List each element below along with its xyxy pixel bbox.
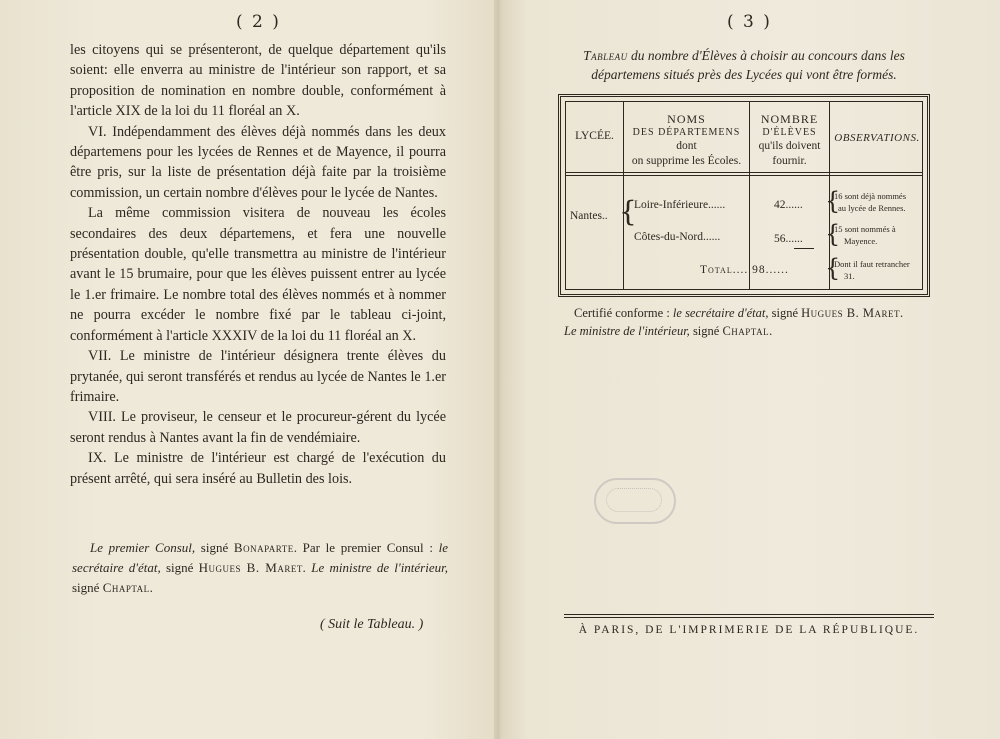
certif-signe-2: signé: [692, 324, 720, 338]
paragraph-4: VII. Le ministre de l'intérieur désignera trente élèves du prytanée, qui seront transférés et rendus au lycée de Nantes le 1.er frimaire.: [70, 348, 446, 405]
par-le-consul: . Par le premier Consul :: [293, 540, 433, 555]
obs-loire-2: au lycée de Rennes.: [838, 203, 906, 213]
header-divider: [566, 172, 922, 173]
signoff-end: .: [149, 580, 153, 595]
obs-cotes-1: 15 sont nommés à: [834, 224, 896, 234]
header-departemens: DES DÉPARTEMENS: [632, 127, 741, 138]
signature-maret: Hugues B. Maret: [198, 560, 303, 575]
obs-cotes-2: Mayence.: [844, 236, 878, 246]
brace-left: {: [619, 195, 637, 228]
brace-obs-1: {: [825, 187, 841, 215]
page-number-left: ( 2 ): [236, 12, 281, 32]
header-eleves: D'ÉLÈVES: [762, 127, 817, 138]
table-title-rest: du nombre d'Élèves à choisir au concours dans les départemens situés près des Lycées qui vont être formés.: [591, 48, 905, 82]
signe-2: signé: [165, 560, 194, 575]
certif-secretaire: le secrétaire d'état,: [672, 306, 769, 320]
sum-rule: [794, 248, 814, 249]
certif-line-1: [564, 304, 936, 322]
dept-loire-inferieure: Loire-Inférieure......: [634, 199, 726, 211]
paragraph-2: VI. Indépendamment des élèves déjà nommés dans les deux départemens pour les lycées de Rennes et de Mayence, il pourra être pris, sur la liste de présentation déjà faite par la troisième commission, un certain nombre d'élèves pour le lycée de Nantes.: [70, 123, 446, 201]
nombre-loire: 42......: [774, 199, 803, 211]
brace-obs-2: {: [825, 220, 841, 248]
certif-conforme: Certifié conforme :: [574, 306, 670, 320]
signe-3: signé: [72, 580, 100, 595]
obs-total-1: Dont il faut retrancher: [834, 259, 910, 269]
imprint-line: À PARIS, DE L'IMPRIMERIE DE LA RÉPUBLIQUE.: [578, 624, 920, 636]
signoff-block: [72, 538, 448, 598]
paragraph-6: IX. Le ministre de l'intérieur est chargé de l'exécution du présent arrêté, qui sera inséré au Bulletin des lois.: [70, 450, 446, 487]
table-inner: [565, 101, 923, 290]
header-fournir: fournir.: [772, 155, 807, 167]
header-lycee: LYCÉE.: [575, 130, 614, 142]
ministre-label: . Le ministre de l'intérieur,: [302, 560, 448, 575]
certif-line-2: [564, 322, 936, 340]
library-stamp: [594, 478, 676, 524]
premier-consul-label: Le premier Consul,: [90, 540, 196, 555]
recruitment-table: [558, 94, 930, 297]
certification-block: [564, 304, 936, 340]
imprint-rule-bottom: [564, 617, 934, 618]
header-noms: NOMS: [667, 112, 706, 126]
paragraph-3: La même commission visitera de nouveau les écoles secondaires des deux départemens, et fera une nouvelle présentation double, qu'elle transmettra au ministre de l'intérieur avant le 15 brumaire, pour que les élèves puissent entrer au lycée le 1.er frimaire. Le nombre total des élèves nommés et à nommer ne pourra excéder le nombre fixé par le tableau ci-joint, conformément à l'article XXXIV de la loi du 11 floréal an X.: [70, 205, 446, 344]
header-divider: [566, 175, 922, 176]
certif-ministre: Le ministre de l'intérieur,: [564, 324, 690, 338]
header-dont: dont: [676, 140, 697, 152]
header-supprime: on supprime les Écoles.: [631, 155, 742, 167]
table-title-first: Tableau: [583, 48, 628, 63]
total-row: Total.... 98......: [700, 264, 789, 276]
table-title: [558, 46, 930, 84]
imprint-rule-top: [564, 614, 934, 615]
signature-chaptal: Chaptal: [102, 580, 150, 595]
dept-cotes-du-nord: Côtes-du-Nord......: [634, 231, 721, 243]
signe-1: signé: [200, 540, 229, 555]
obs-total-2: 31.: [844, 271, 855, 281]
obs-loire-1: 16 sont déjà nommés: [834, 191, 907, 201]
certif-maret: Hugues B. Maret.: [801, 306, 904, 320]
header-nombre: NOMBRE: [760, 112, 819, 126]
paragraph-1: les citoyens qui se présenteront, de quelque département qu'ils soient: elle enverra au ministre de l'intérieur son rapport, et sa proposition de nomination en nombre double, conformément à l'article XIX de la loi du 11 floréal an X.: [70, 42, 446, 120]
signature-bonaparte: Bonaparte: [233, 540, 294, 555]
header-doivent: qu'ils doivent: [758, 140, 821, 152]
lycee-nantes: Nantes..: [570, 210, 608, 222]
certif-chaptal: Chaptal.: [722, 324, 773, 338]
left-body-text: [70, 40, 446, 489]
paragraph-5: VIII. Le proviseur, le censeur et le procureur-gérent du lycée seront rendus à Nantes avant la fin de vendémiaire.: [70, 409, 446, 446]
suit-le-tableau: ( Suit le Tableau. ): [320, 617, 424, 632]
header-observations: OBSERVATIONS.: [834, 132, 920, 144]
nombre-cotes: 56......: [774, 233, 803, 245]
certif-signe: signé: [771, 306, 799, 320]
page-number-right: ( 3 ): [727, 12, 772, 32]
book-gutter: [494, 0, 502, 739]
secretaire-label: le secrétaire d'état,: [72, 540, 448, 575]
brace-obs-3: {: [825, 254, 841, 282]
